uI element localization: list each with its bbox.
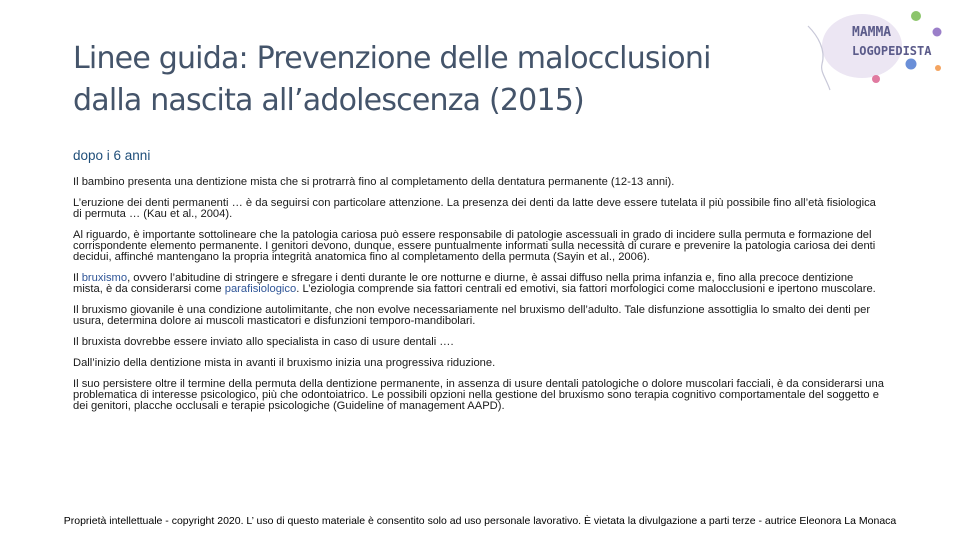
text-run: . L’eziologia comprende sia fattori centrali ed emotivi, sia fattori morfologici come malocclusioni e ipertono muscolare. — [296, 283, 876, 295]
slide-content — [73, 148, 885, 422]
copyright-footer: Proprietà intellettuale - copyright 2020. L’ uso di questo materiale è consentito solo ad uso personale lavorativo. È vietata la divulgazione a parti terze - autrice Eleonora La Monaca — [63, 515, 897, 527]
paragraph: Il suo persistere oltre il termine della permuta della dentizione permanente, in assenza di usure dentali patologiche o dolore muscolari facciali, è da considerarsi una problematica di interesse psicologico, più che odontoiatrico. Le possibili opzioni nella gestione del bruxismo sono terapia cognitivo comportamentale del soggetto e dei genitori, placche occlusali e terapie psicologiche (Guideline of management AAPD). — [73, 378, 884, 412]
text-run: , ovvero l’abitudine di stringere e sfregare i denti durante le ore notturne e diurne, è assai diffuso nella prima infanzia e, fino alla precoce dentizione mista, è da considerarsi come — [73, 272, 854, 295]
paragraph: Al riguardo, è importante sottolineare che la patologia cariosa può essere responsabile di patologie ascessuali in grado di incidere sulla permuta e formazione del corrispondente elemento permanente. I genitori devono, dunque, essere puntualmente informati sulla necessità di curare e prevenire la patologia cariosa dei denti decidui, affinché mantengano la propria integrità anatomica fino al completamento della permuta (Sayin et al., 2006). — [73, 229, 876, 263]
mamma-logopedista-logo — [800, 6, 950, 106]
paragraph: Il bruxista dovrebbe essere inviato allo specialista in caso di usure dentali …. — [73, 336, 454, 348]
paragraph: Il bruxismo giovanile è una condizione autolimitante, che non evolve necessariamente nel bruxismo dell’adulto. Tale disfunzione assottiglia lo smalto dei denti per usura, determina dolore ai muscoli masticatori e disfunzioni temporo-mandibolari. — [73, 304, 871, 327]
paragraph: Il bambino presenta una dentizione mista che si protrarrà fino al completamento della dentatura permanente (12-13 anni). — [73, 176, 675, 188]
highlight-bruxismo: bruxismo — [81, 272, 128, 284]
paragraph: Dall’inizio della dentizione mista in avanti il bruxismo inizia una progressiva riduzione. — [73, 357, 496, 369]
slide-title — [73, 38, 813, 122]
logo-text-line-1: MAMMA — [852, 25, 892, 40]
logo-text-line-2: LOGOPEDISTA — [852, 44, 932, 58]
paragraph: L’eruzione dei denti permanenti … è da seguirsi con particolare attenzione. La presenza dei denti da latte deve essere tutelata il più possibile fino all’età fisiologica di permuta … (Kau et al., 2004). — [73, 197, 876, 220]
text-run: Il — [73, 272, 82, 284]
section-subtitle: dopo i 6 anni — [73, 148, 151, 163]
paragraph-bruxism — [73, 273, 885, 295]
highlight-parafisiologico: parafisiologico — [224, 283, 297, 295]
title-line-2: dalla nascita all’adolescenza (2015) — [73, 83, 584, 118]
title-line-1: Linee guida: Prevenzione delle malocclusioni — [73, 41, 711, 76]
